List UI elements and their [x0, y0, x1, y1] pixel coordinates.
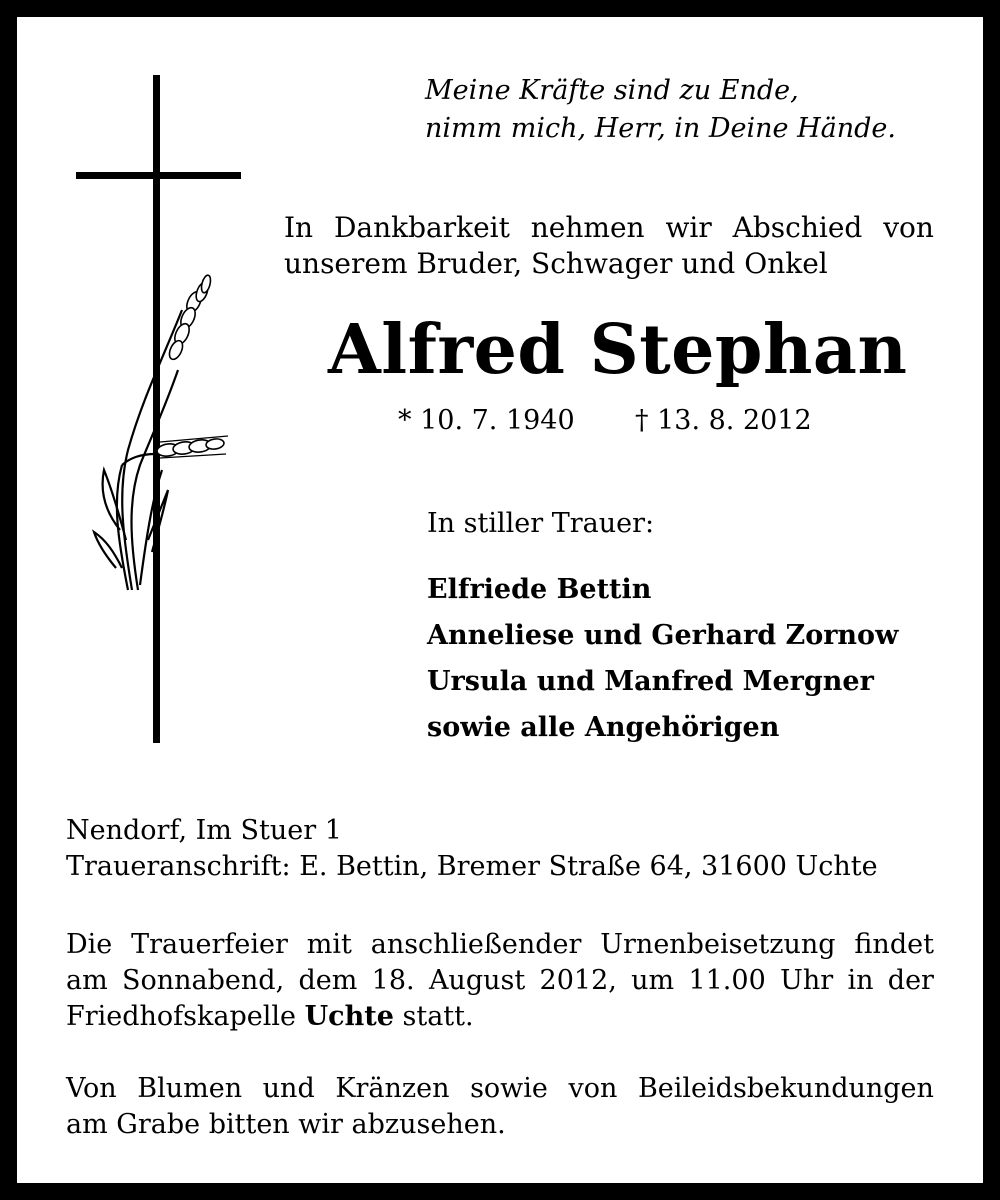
mourner-name: Anneliese und Gerhard Zornow	[427, 620, 899, 651]
mourning-heading: In stiller Trauer:	[427, 508, 655, 539]
mourners-list	[427, 567, 898, 751]
address-line-2: Traueranschrift: E. Bettin, Bremer Straße 64, 31600 Uchte	[66, 851, 878, 882]
mourner-name: Ursula und Manfred Mergner	[427, 666, 874, 697]
ceremony-line-3: Friedhofskapelle Uchte statt.	[66, 1001, 474, 1032]
ceremony-location: Uchte	[304, 1001, 394, 1032]
request-line-1: Von Blumen und Kränzen sowie von Beileidsbekundungen	[66, 1073, 934, 1104]
death-date: † 13. 8. 2012	[635, 405, 812, 436]
intro-text	[284, 210, 934, 282]
request-line-2: am Grabe bitten wir abzusehen.	[66, 1109, 506, 1140]
deceased-name: Alfred Stephan	[328, 310, 908, 390]
mourner-name: sowie alle Angehörigen	[427, 712, 780, 743]
birth-date: * 10. 7. 1940	[398, 405, 575, 436]
motto-line-2: nimm mich, Herr, in Deine Hände.	[425, 113, 896, 144]
motto-line-1: Meine Kräfte sind zu Ende,	[425, 75, 799, 106]
intro-line-1: In Dankbarkeit nehmen wir Abschied von	[284, 211, 934, 244]
ceremony-line-2: am Sonnabend, dem 18. August 2012, um 11.00 Uhr in der	[66, 965, 934, 996]
ceremony-line-1: Die Trauerfeier mit anschließender Urnenbeisetzung findet	[66, 929, 934, 960]
motto-verse	[425, 72, 896, 148]
mourner-name: Elfriede Bettin	[427, 574, 652, 605]
condolence-request	[66, 1071, 934, 1143]
cross-with-wheat-icon	[60, 70, 260, 750]
address-line-1: Nendorf, Im Stuer 1	[66, 815, 342, 846]
address-block	[66, 813, 878, 885]
intro-line-2: unserem Bruder, Schwager und Onkel	[284, 247, 828, 280]
ceremony-notice	[66, 927, 934, 1035]
